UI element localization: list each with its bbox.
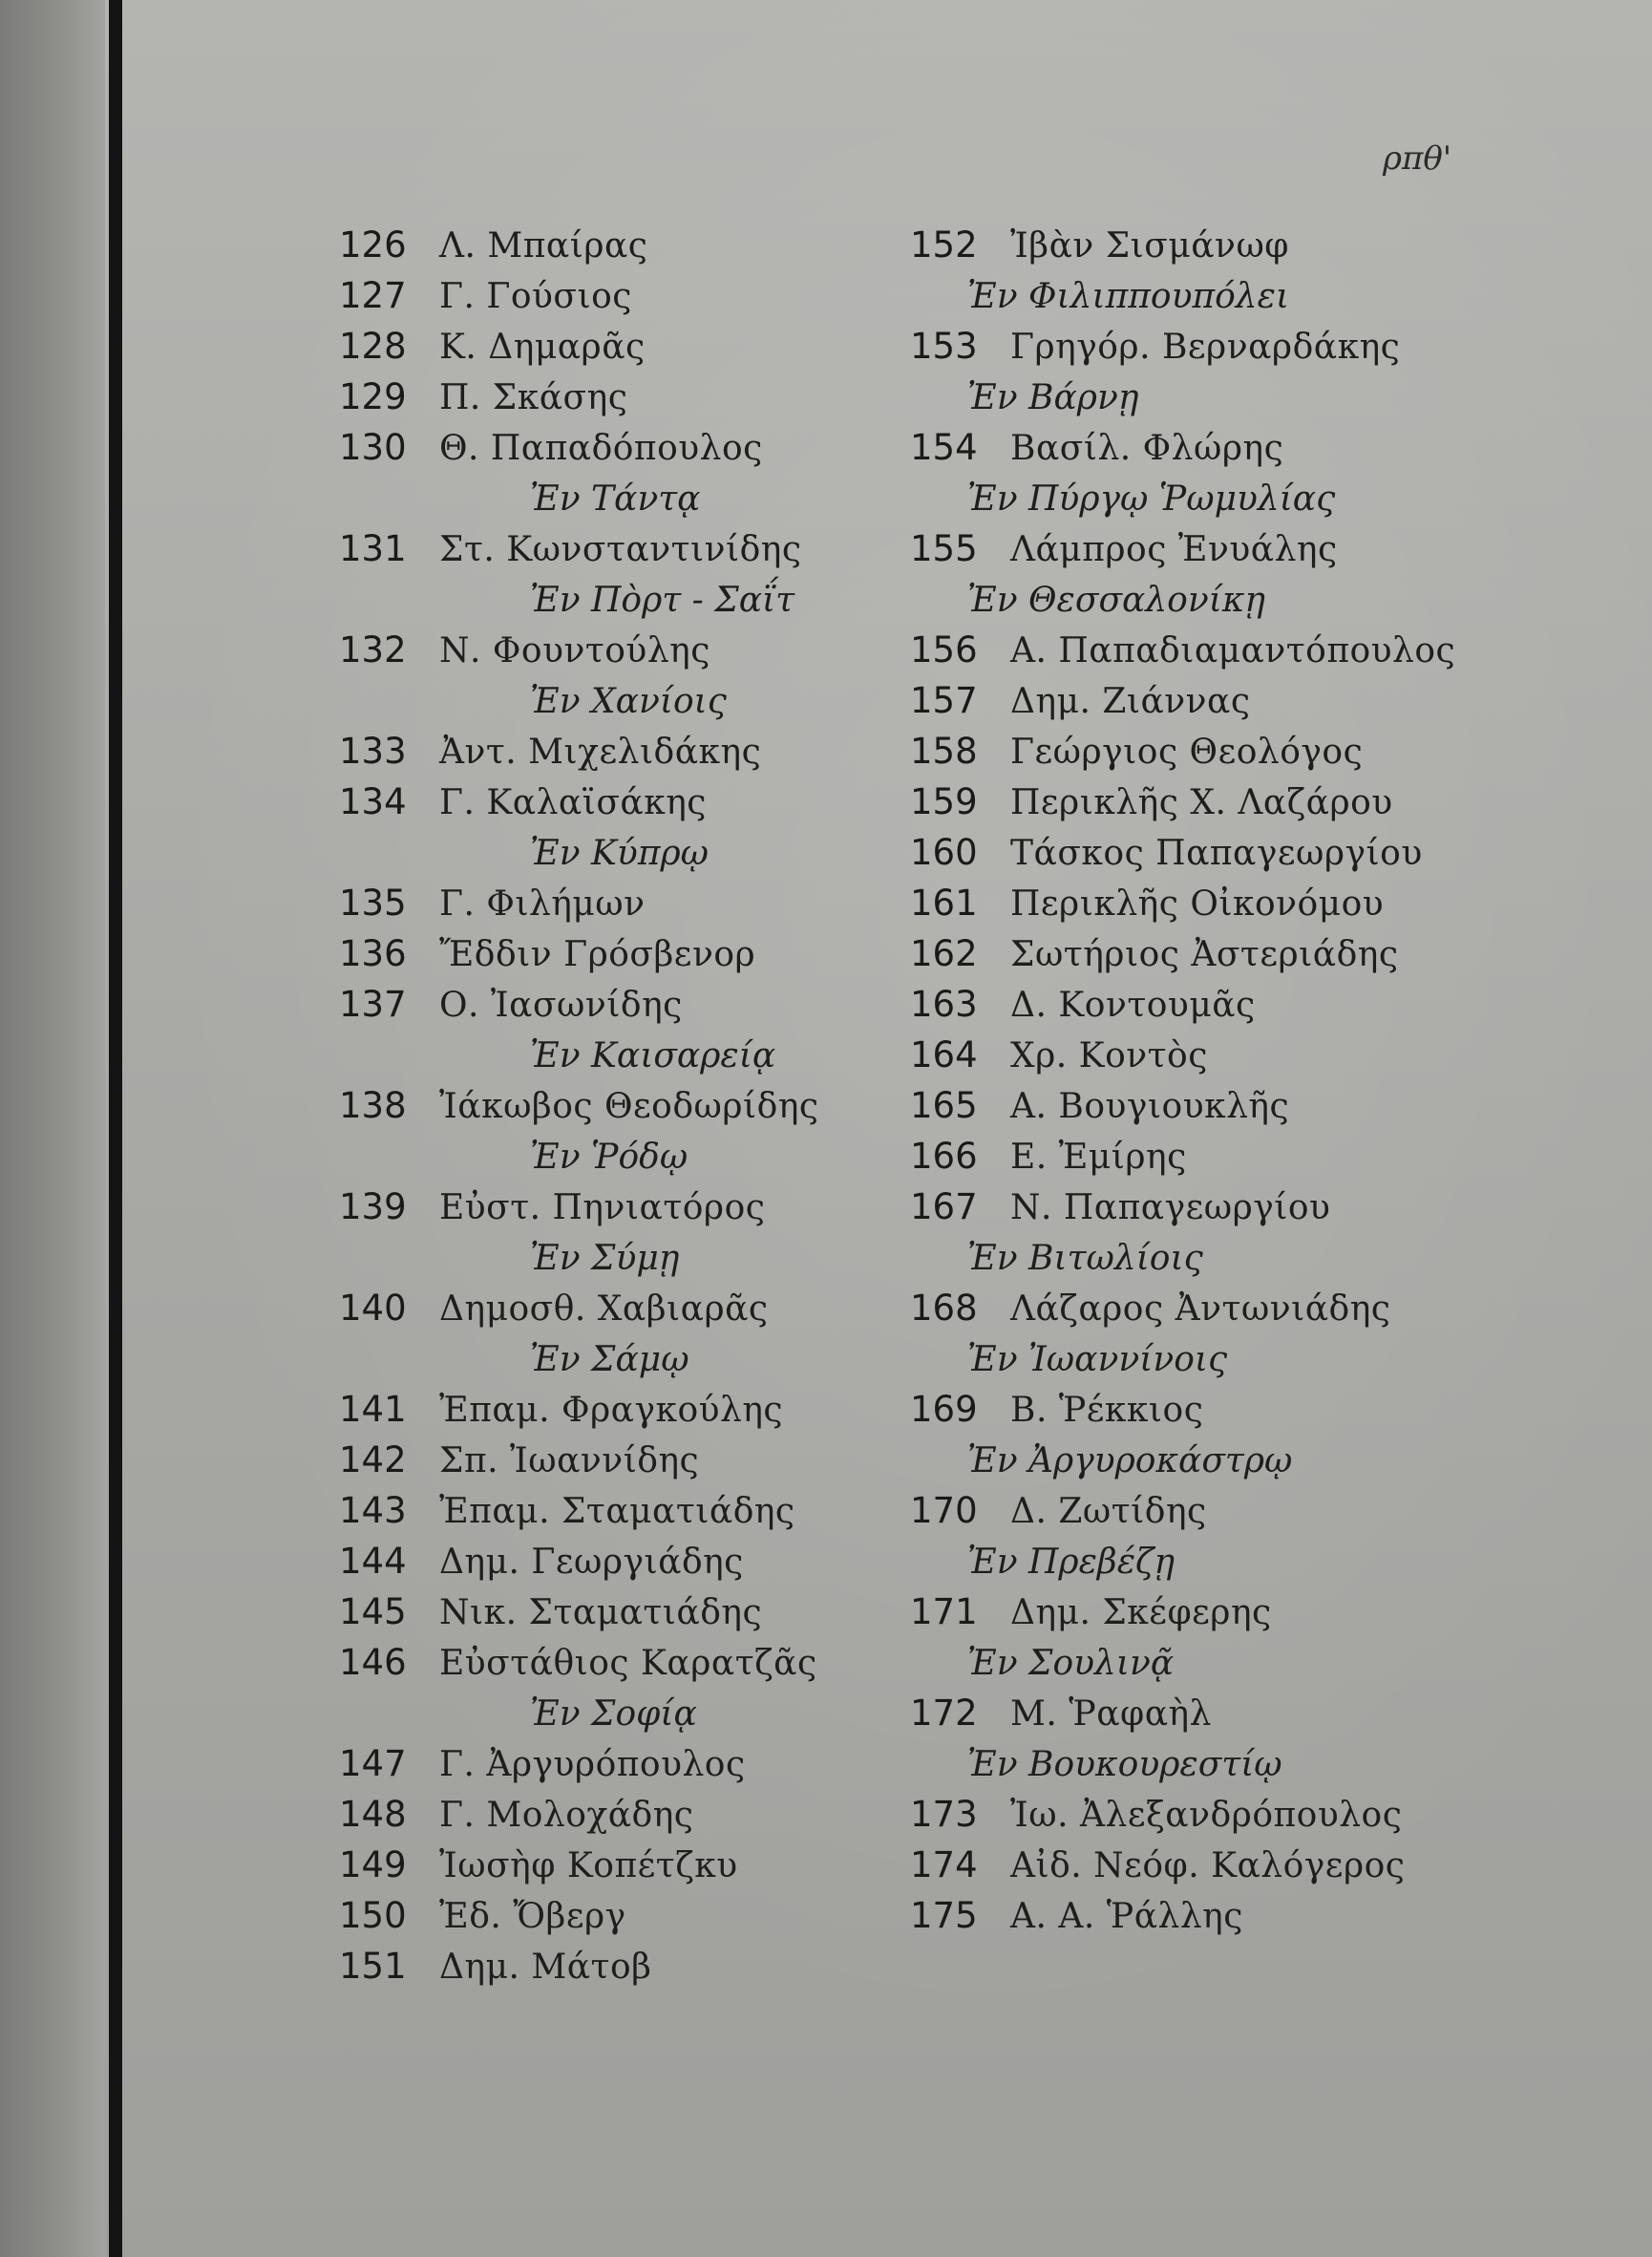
entry-row bbox=[339, 625, 874, 675]
entry-name: Ἐδ. Ὄβεργ bbox=[439, 1897, 626, 1936]
place-heading-row bbox=[339, 827, 874, 878]
entry-name: Α. Α. Ῥάλλης bbox=[1010, 1897, 1243, 1936]
entry-name: Β. Ῥέκκιος bbox=[1010, 1391, 1204, 1430]
entry-name: Μ. Ῥαφαὴλ bbox=[1010, 1694, 1212, 1734]
entry-row bbox=[339, 1890, 874, 1941]
place-heading-row bbox=[910, 1536, 1445, 1586]
entry-row bbox=[339, 1384, 874, 1435]
entry-row bbox=[339, 1586, 874, 1637]
place-heading-row bbox=[910, 270, 1445, 321]
entry-name: Ἔδδιν Γρόσβενορ bbox=[439, 935, 756, 974]
entry-name: Δημ. Ζιάννας bbox=[1010, 682, 1251, 721]
entry-name: Ἐπαμ. Σταματιάδης bbox=[439, 1492, 795, 1531]
entry-number: 175 bbox=[910, 1895, 978, 1936]
entry-row bbox=[910, 220, 1445, 270]
place-heading: Ἐν Τάντᾳ bbox=[530, 479, 701, 519]
place-heading: Ἐν Βιτωλίοις bbox=[967, 1239, 1203, 1278]
entry-number: 170 bbox=[910, 1490, 978, 1531]
entry-number: 149 bbox=[339, 1844, 407, 1885]
entry-row bbox=[339, 523, 874, 574]
entry-name: Ἀντ. Μιχελιδάκης bbox=[439, 733, 762, 772]
entry-number: 129 bbox=[339, 376, 407, 417]
place-heading: Ἐν Καισαρείᾳ bbox=[530, 1036, 776, 1075]
right-column-list bbox=[910, 220, 1456, 1941]
entry-number: 156 bbox=[910, 629, 978, 671]
entry-row bbox=[339, 726, 874, 777]
entry-row bbox=[910, 928, 1445, 979]
place-heading: Ἐν Θεσσαλονίκῃ bbox=[967, 581, 1265, 620]
entry-name: Περικλῆς Χ. Λαζάρου bbox=[1010, 783, 1393, 822]
entry-name: Α. Παπαδιαμαντόπουλος bbox=[1010, 631, 1456, 671]
place-heading-row bbox=[339, 574, 874, 625]
entry-number: 131 bbox=[339, 528, 407, 569]
entry-name: Ἰβὰν Σισμάνωφ bbox=[1010, 226, 1290, 266]
place-heading-row bbox=[910, 1333, 1445, 1384]
entry-row bbox=[910, 1890, 1445, 1941]
entry-name: Γ. Φιλήμων bbox=[439, 884, 646, 924]
entry-number: 154 bbox=[910, 427, 978, 468]
entry-number: 166 bbox=[910, 1136, 978, 1177]
entry-row bbox=[910, 1384, 1445, 1435]
place-heading: Ἐν Ῥόδῳ bbox=[530, 1138, 688, 1177]
place-heading-row bbox=[910, 1435, 1445, 1485]
entry-number: 169 bbox=[910, 1389, 978, 1430]
entry-number: 163 bbox=[910, 984, 978, 1025]
entry-row bbox=[910, 1283, 1445, 1333]
entry-row bbox=[339, 777, 874, 827]
entry-number: 155 bbox=[910, 528, 978, 569]
entry-number: 130 bbox=[339, 427, 407, 468]
place-heading: Ἐν Βάρνῃ bbox=[967, 378, 1139, 417]
entry-number: 164 bbox=[910, 1034, 978, 1075]
entry-row bbox=[339, 979, 874, 1030]
entry-number: 133 bbox=[339, 731, 407, 772]
place-heading: Ἐν Ἰωαννίνοις bbox=[967, 1340, 1228, 1379]
entry-name: Βασίλ. Φλώρης bbox=[1010, 429, 1284, 468]
entry-name: Χρ. Κοντὸς bbox=[1010, 1036, 1208, 1075]
entry-name: Α. Βουγιουκλῆς bbox=[1010, 1087, 1290, 1126]
entry-number: 132 bbox=[339, 629, 407, 671]
entry-row bbox=[339, 1435, 874, 1485]
entry-number: 159 bbox=[910, 781, 978, 822]
place-heading: Ἐν Σοφίᾳ bbox=[530, 1694, 697, 1734]
entry-number: 174 bbox=[910, 1844, 978, 1885]
entry-row bbox=[910, 878, 1445, 928]
entry-name: Γ. Γούσιος bbox=[439, 277, 632, 316]
entry-number: 157 bbox=[910, 680, 978, 721]
entry-name: Π. Σκάσης bbox=[439, 378, 628, 417]
entry-name: Εὐστ. Πηνιατόρος bbox=[439, 1188, 766, 1227]
entry-number: 153 bbox=[910, 326, 978, 367]
entry-number: 146 bbox=[339, 1642, 407, 1683]
page-number: ρπθ' bbox=[1383, 139, 1452, 178]
entry-row bbox=[910, 1131, 1445, 1182]
binding-edge-line bbox=[109, 0, 122, 2257]
place-heading-row bbox=[910, 574, 1445, 625]
entry-name: Ἰω. Ἀλεξανδρόπουλος bbox=[1010, 1796, 1403, 1835]
place-heading-row bbox=[339, 1131, 874, 1182]
entry-row bbox=[910, 1080, 1445, 1131]
place-heading-row bbox=[910, 1232, 1445, 1283]
entry-row bbox=[910, 827, 1445, 878]
entry-number: 160 bbox=[910, 832, 978, 873]
entry-row bbox=[910, 1586, 1445, 1637]
place-heading: Ἐν Βουκουρεστίῳ bbox=[967, 1745, 1282, 1784]
entry-name: Ν. Φουντούλης bbox=[439, 631, 710, 671]
entry-row bbox=[339, 1536, 874, 1586]
entry-name: Θ. Παπαδόπουλος bbox=[439, 429, 763, 468]
place-heading: Ἐν Πύργῳ Ῥωμυλίας bbox=[967, 479, 1336, 519]
entry-row bbox=[339, 270, 874, 321]
entry-number: 161 bbox=[910, 883, 978, 924]
place-heading-row bbox=[339, 473, 874, 523]
entry-row bbox=[339, 1941, 874, 1991]
entry-name: Δ. Ζωτίδης bbox=[1010, 1492, 1207, 1531]
entry-name: Λ. Μπαίρας bbox=[439, 226, 648, 266]
entry-row bbox=[339, 928, 874, 979]
entry-number: 173 bbox=[910, 1794, 978, 1835]
entry-row bbox=[339, 1637, 874, 1688]
entry-name: Λάμπρος Ἐνυάλης bbox=[1010, 530, 1338, 569]
entry-name: Ἰωσὴφ Κοπέτζκυ bbox=[439, 1846, 738, 1885]
entry-name: Σωτήριος Ἀστεριάδης bbox=[1010, 935, 1399, 974]
entry-number: 145 bbox=[339, 1591, 407, 1632]
entry-row bbox=[910, 1182, 1445, 1232]
entry-number: 144 bbox=[339, 1541, 407, 1582]
place-heading: Ἐν Φιλιππουπόλει bbox=[967, 277, 1290, 316]
entry-number: 152 bbox=[910, 224, 978, 266]
entry-row bbox=[910, 675, 1445, 726]
entry-row bbox=[339, 321, 874, 372]
place-heading-row bbox=[339, 1232, 874, 1283]
entry-number: 141 bbox=[339, 1389, 407, 1430]
entry-row bbox=[339, 1840, 874, 1890]
entry-number: 162 bbox=[910, 933, 978, 974]
entry-name: Ἐπαμ. Φραγκούλης bbox=[439, 1391, 784, 1430]
entry-name: Γ. Μολοχάδης bbox=[439, 1796, 694, 1835]
entry-row bbox=[910, 321, 1445, 372]
entry-number: 140 bbox=[339, 1288, 407, 1329]
entry-name: Γ. Καλαϊσάκης bbox=[439, 783, 707, 822]
entry-name: Σπ. Ἰωαννίδης bbox=[439, 1441, 700, 1480]
place-heading: Ἐν Χανίοις bbox=[530, 682, 727, 721]
entry-row bbox=[910, 979, 1445, 1030]
entry-name: Δημ. Σκέφερης bbox=[1010, 1593, 1272, 1632]
entry-number: 148 bbox=[339, 1794, 407, 1835]
entry-name: Γρηγόρ. Βερναρδάκης bbox=[1010, 328, 1401, 367]
entry-number: 135 bbox=[339, 883, 407, 924]
entry-name: Δημ. Γεωργιάδης bbox=[439, 1543, 744, 1582]
entry-row bbox=[910, 1485, 1445, 1536]
entry-name: Δημ. Μάτοβ bbox=[439, 1948, 652, 1987]
place-heading-row bbox=[339, 1333, 874, 1384]
place-heading-row bbox=[910, 473, 1445, 523]
entry-row bbox=[910, 777, 1445, 827]
entry-number: 127 bbox=[339, 275, 407, 316]
entry-row bbox=[339, 878, 874, 928]
left-column-list bbox=[339, 220, 874, 1991]
entry-name: Ο. Ἰασωνίδης bbox=[439, 986, 683, 1025]
place-heading-row bbox=[910, 1738, 1445, 1789]
entry-name: Δημοσθ. Χαβιαρᾶς bbox=[439, 1289, 769, 1329]
place-heading: Ἐν Κύπρῳ bbox=[530, 834, 709, 873]
entry-row bbox=[339, 422, 874, 473]
entry-number: 158 bbox=[910, 731, 978, 772]
book-binding-shadow bbox=[0, 0, 105, 2257]
entry-name: Εὐστάθιος Καρατζᾶς bbox=[439, 1644, 817, 1683]
entry-name: Ε. Ἐμίρης bbox=[1010, 1138, 1187, 1177]
place-heading-row bbox=[339, 1688, 874, 1738]
place-heading: Ἐν Πρεβέζῃ bbox=[967, 1543, 1175, 1582]
entry-row bbox=[910, 1840, 1445, 1890]
place-heading: Ἐν Σουλινᾷ bbox=[967, 1644, 1175, 1683]
entry-number: 126 bbox=[339, 224, 407, 266]
entry-row bbox=[339, 1080, 874, 1131]
entry-name: Κ. Δημαρᾶς bbox=[439, 328, 646, 367]
place-heading: Ἐν Σύμῃ bbox=[530, 1239, 680, 1278]
entry-number: 168 bbox=[910, 1288, 978, 1329]
entry-row bbox=[910, 625, 1456, 675]
entry-name: Περικλῆς Οἰκονόμου bbox=[1010, 884, 1385, 924]
entry-number: 171 bbox=[910, 1591, 978, 1632]
entry-row bbox=[339, 1283, 874, 1333]
entry-row bbox=[910, 1688, 1445, 1738]
entry-number: 172 bbox=[910, 1693, 978, 1734]
entry-row bbox=[910, 523, 1445, 574]
entry-row bbox=[339, 220, 874, 270]
entry-row bbox=[339, 1738, 874, 1789]
place-heading-row bbox=[910, 1637, 1445, 1688]
entry-number: 136 bbox=[339, 933, 407, 974]
entry-number: 138 bbox=[339, 1085, 407, 1126]
entry-number: 137 bbox=[339, 984, 407, 1025]
entry-row bbox=[910, 726, 1445, 777]
entry-name: Δ. Κοντουμᾶς bbox=[1010, 986, 1256, 1025]
entry-row bbox=[910, 1030, 1445, 1080]
entry-name: Λάζαρος Ἀντωνιάδης bbox=[1010, 1289, 1391, 1329]
place-heading: Ἐν Σάμῳ bbox=[530, 1340, 689, 1379]
entry-number: 134 bbox=[339, 781, 407, 822]
entry-row bbox=[910, 422, 1445, 473]
entry-number: 151 bbox=[339, 1946, 407, 1987]
entry-number: 142 bbox=[339, 1439, 407, 1480]
entry-number: 150 bbox=[339, 1895, 407, 1936]
entry-number: 143 bbox=[339, 1490, 407, 1531]
entry-name: Ν. Παπαγεωργίου bbox=[1010, 1188, 1331, 1227]
entry-number: 147 bbox=[339, 1743, 407, 1784]
entry-name: Γεώργιος Θεολόγος bbox=[1010, 733, 1364, 772]
place-heading: Ἐν Ἀργυροκάστρῳ bbox=[967, 1441, 1293, 1480]
entry-name: Γ. Ἀργυρόπουλος bbox=[439, 1745, 746, 1784]
entry-name: Αἰδ. Νεόφ. Καλόγερος bbox=[1010, 1846, 1406, 1885]
entry-row bbox=[910, 1789, 1445, 1840]
entry-name: Νικ. Σταματιάδης bbox=[439, 1593, 763, 1632]
place-heading-row bbox=[339, 1030, 874, 1080]
entry-name: Ἰάκωβος Θεοδωρίδης bbox=[439, 1087, 819, 1126]
entry-number: 139 bbox=[339, 1186, 407, 1227]
place-heading-row bbox=[339, 675, 874, 726]
entry-name: Στ. Κωνσταντινίδης bbox=[439, 530, 802, 569]
entry-row bbox=[339, 1182, 874, 1232]
entry-row bbox=[339, 1485, 874, 1536]
entry-name: Τάσκος Παπαγεωργίου bbox=[1010, 834, 1423, 873]
place-heading-row bbox=[910, 372, 1445, 422]
entry-number: 128 bbox=[339, 326, 407, 367]
place-heading: Ἐν Πὸρτ - Σαΐτ bbox=[530, 581, 795, 620]
entry-number: 165 bbox=[910, 1085, 978, 1126]
entry-number: 167 bbox=[910, 1186, 978, 1227]
entry-row bbox=[339, 1789, 874, 1840]
entry-row bbox=[339, 372, 874, 422]
